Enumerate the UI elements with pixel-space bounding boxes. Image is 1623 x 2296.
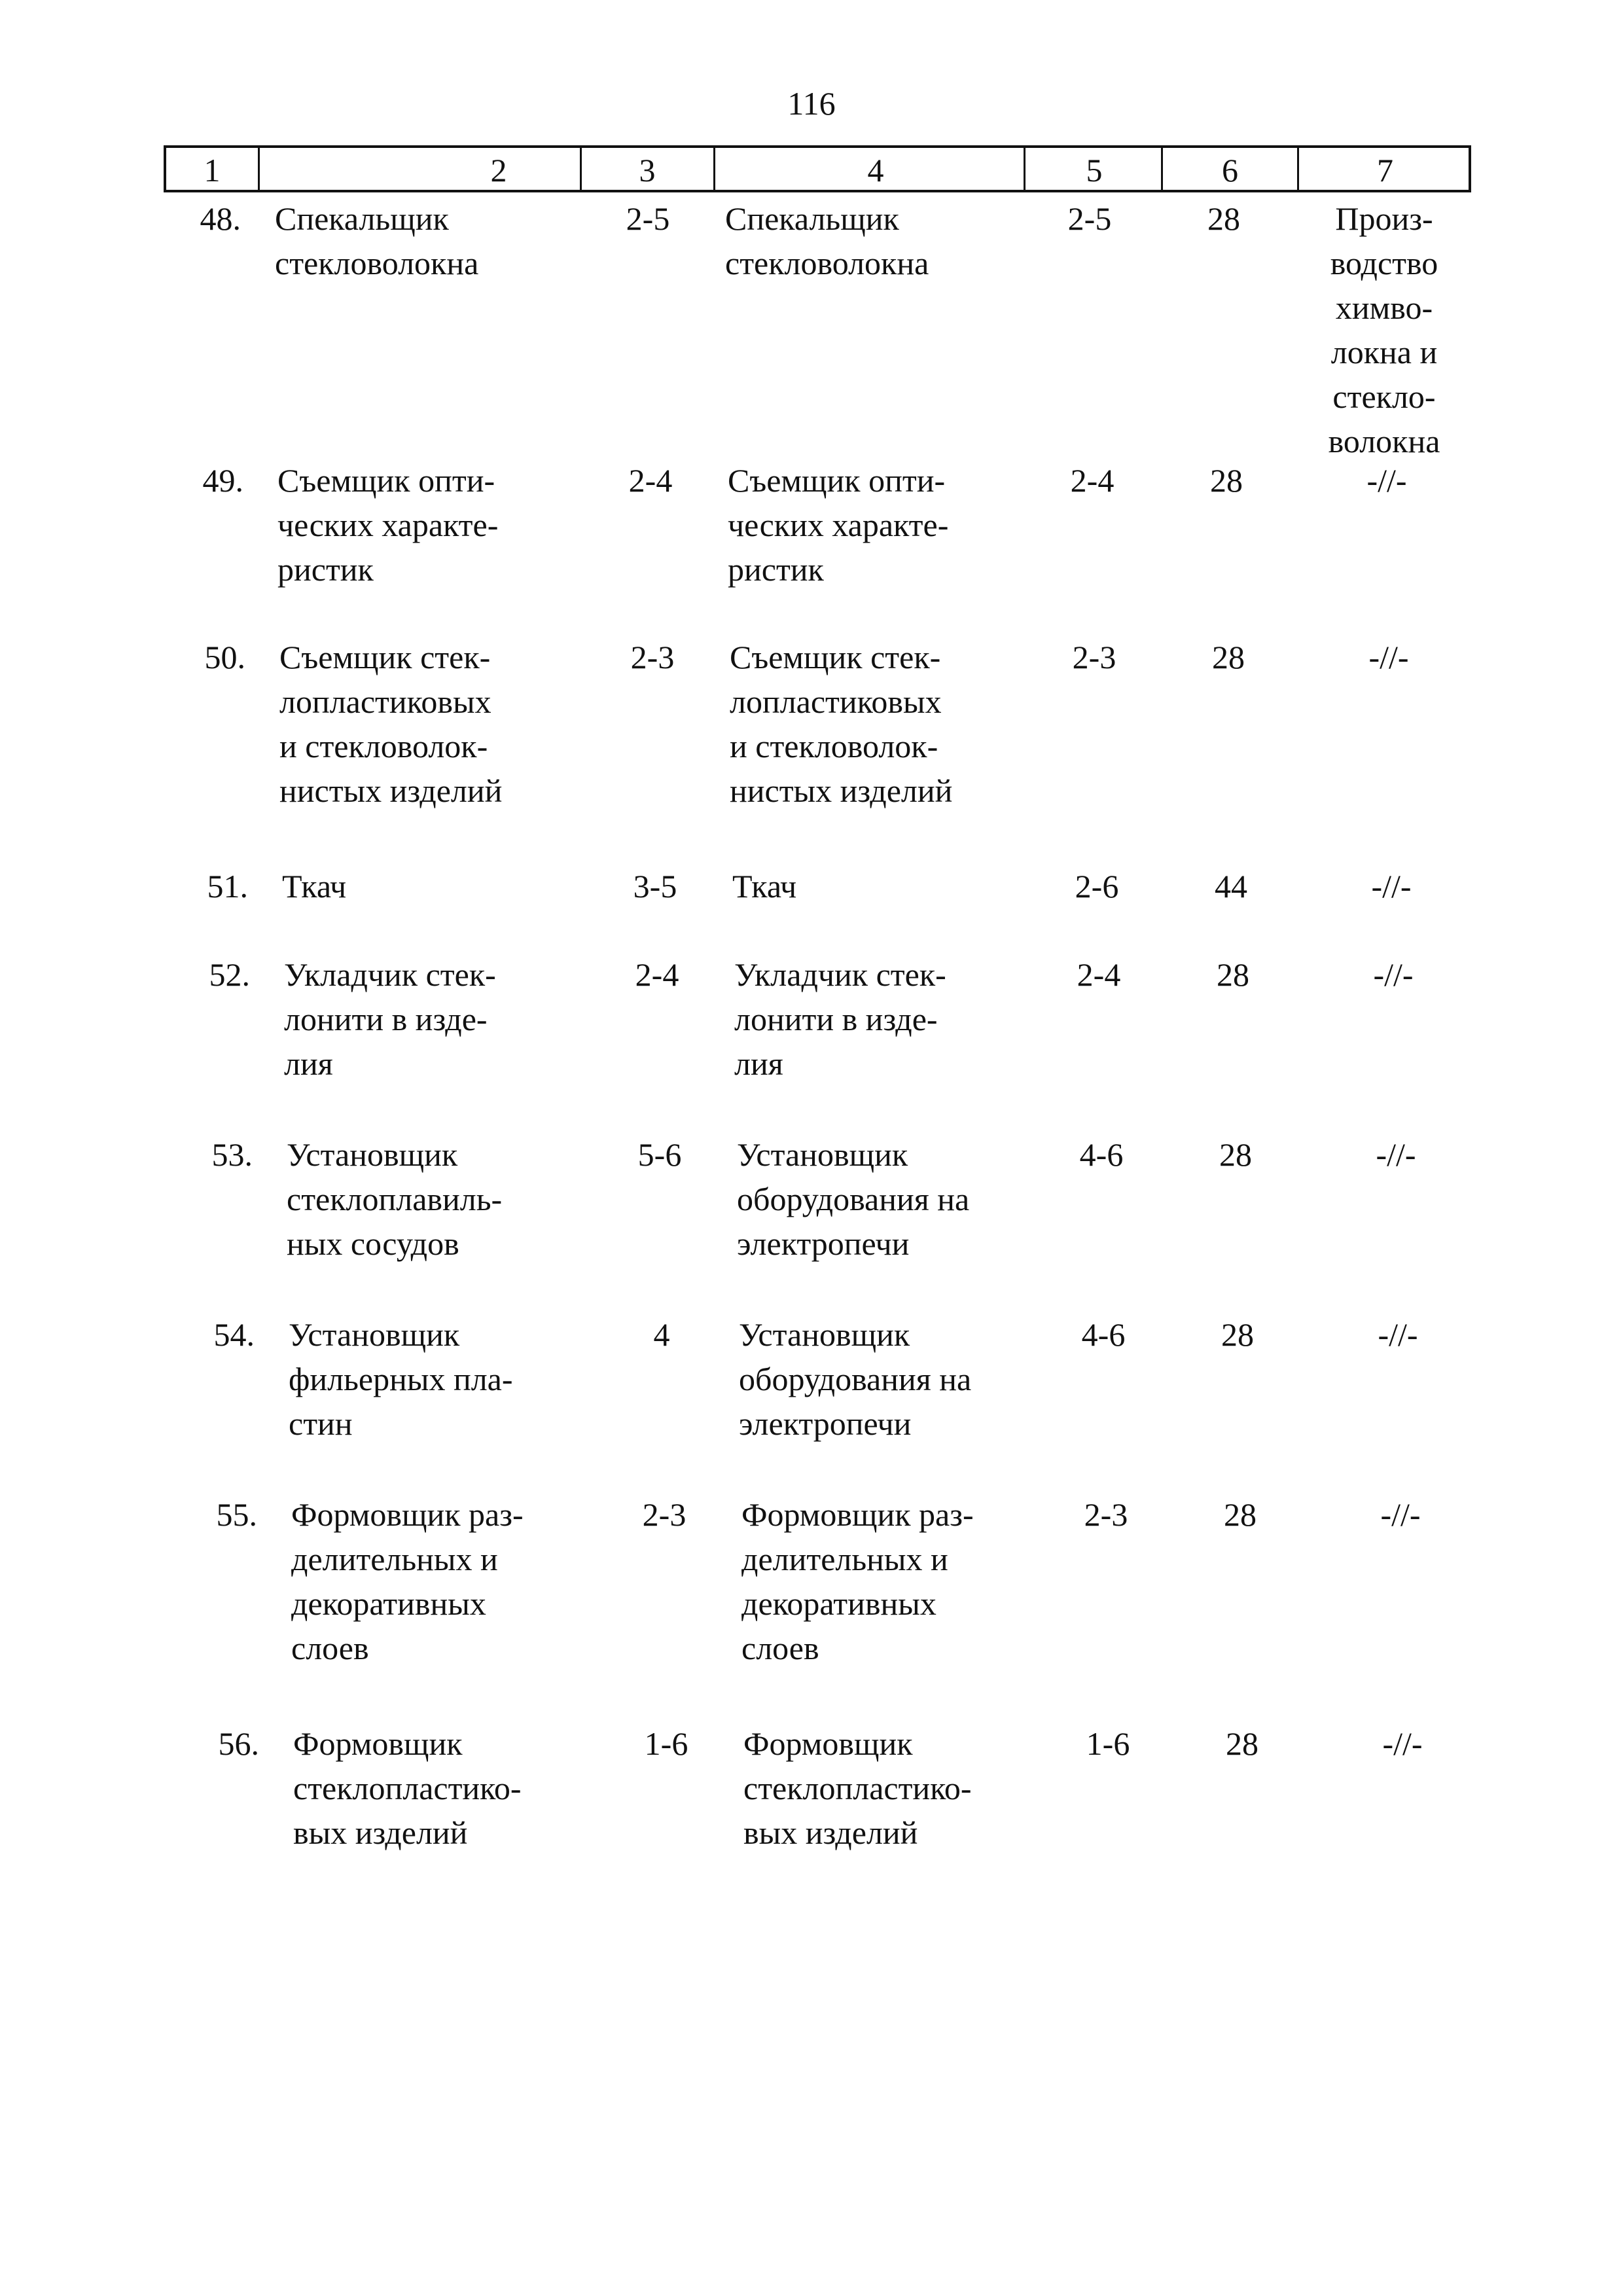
- cell-line: Формовщик: [743, 1725, 913, 1762]
- cell-line: ристик: [277, 551, 374, 588]
- cell-col2: [277, 458, 585, 592]
- cell-col6: 28: [1207, 200, 1240, 237]
- cell-col3: 2-4: [635, 956, 679, 993]
- cell-col4: [741, 1492, 1069, 1670]
- cell-line: электропечи: [739, 1405, 912, 1442]
- cell-col7: [1307, 635, 1471, 679]
- cell-line: стеклоплавиль-: [287, 1181, 503, 1217]
- cell-col2: [289, 1312, 596, 1446]
- cell-col3: 5-6: [637, 1136, 682, 1173]
- header-col-3: 3: [639, 152, 656, 188]
- cell-col4: [739, 1312, 1066, 1446]
- cell-line: локна и: [1330, 334, 1438, 370]
- cell-line: -//-: [1366, 462, 1407, 499]
- cell-line: Произ-: [1335, 200, 1433, 237]
- cell-col4: [728, 458, 1055, 592]
- header-col-1: 1: [204, 152, 221, 188]
- cell-col6: 28: [1217, 956, 1249, 993]
- cell-line: ческих характе-: [277, 507, 499, 543]
- cell-line: делительных и: [291, 1541, 498, 1577]
- cell-line: вых изделий: [743, 1814, 918, 1851]
- cell-no: 48.: [200, 200, 241, 237]
- cell-line: стекло-: [1332, 378, 1436, 415]
- cell-line: Установщик: [737, 1136, 908, 1173]
- cell-line: слоев: [741, 1630, 819, 1666]
- cell-col6: 28: [1221, 1316, 1254, 1353]
- cell-line: декоративных: [291, 1585, 486, 1622]
- cell-line: и стекловолок-: [279, 728, 488, 764]
- cell-line: Формовщик: [293, 1725, 463, 1762]
- cell-col5: 4-6: [1079, 1136, 1124, 1173]
- cell-line: ных сосудов: [287, 1225, 459, 1262]
- cell-col6: 44: [1215, 868, 1247, 905]
- cell-col6: 28: [1210, 462, 1243, 499]
- cell-col6: 28: [1219, 1136, 1252, 1173]
- cell-col5: 2-3: [1072, 639, 1116, 675]
- cell-line: химво-: [1335, 289, 1433, 326]
- cell-line: Съемщик опти-: [728, 462, 946, 499]
- cell-line: стин: [289, 1405, 353, 1442]
- cell-line: лопластиковых: [279, 683, 491, 720]
- cell-col3: 3-5: [633, 868, 677, 905]
- cell-no: 54.: [213, 1316, 255, 1353]
- cell-line: стеклопластико-: [293, 1770, 522, 1806]
- cell-line: Съемщик стек-: [730, 639, 941, 675]
- cell-col2: [293, 1721, 601, 1855]
- cell-no: 55.: [216, 1496, 257, 1533]
- cell-line: Укладчик стек-: [734, 956, 946, 993]
- cell-col5: 2-3: [1084, 1496, 1128, 1533]
- cell-line: стеклопластико-: [743, 1770, 972, 1806]
- cell-col7: [1321, 1721, 1484, 1766]
- header-col-2: 2: [490, 152, 507, 188]
- cell-line: делительных и: [741, 1541, 948, 1577]
- header-col-7: 7: [1377, 152, 1393, 188]
- cell-line: нистых изделий: [279, 772, 503, 809]
- cell-col7: [1314, 1132, 1478, 1177]
- cell-col5: 2-6: [1075, 868, 1119, 905]
- cell-col3: 1-6: [644, 1725, 688, 1762]
- cell-line: лопластиковых: [730, 683, 942, 720]
- cell-line: электропечи: [737, 1225, 910, 1262]
- cell-col4: [743, 1721, 1071, 1855]
- cell-line: фильерных пла-: [289, 1361, 513, 1397]
- cell-no: 49.: [202, 462, 243, 499]
- cell-line: Установщик: [739, 1316, 910, 1353]
- cell-line: Установщик: [289, 1316, 460, 1353]
- cell-col7: [1311, 952, 1475, 997]
- cell-line: Съемщик опти-: [277, 462, 495, 499]
- cell-col5: 2-5: [1067, 200, 1112, 237]
- cell-col3: 2-4: [628, 462, 673, 499]
- cell-line: -//-: [1371, 868, 1412, 905]
- cell-col6: 28: [1226, 1725, 1258, 1762]
- cell-line: Спекальщик: [275, 200, 449, 237]
- cell-line: Установщик: [287, 1136, 458, 1173]
- cell-line: Формовщик раз-: [291, 1496, 524, 1533]
- cell-no: 50.: [204, 639, 245, 675]
- cell-line: -//-: [1378, 1316, 1418, 1353]
- cell-col3: 2-3: [642, 1496, 687, 1533]
- cell-line: оборудования на: [739, 1361, 972, 1397]
- cell-line: лия: [734, 1045, 783, 1082]
- cell-line: слоев: [291, 1630, 369, 1666]
- cell-col2: [287, 1132, 594, 1266]
- cell-col5: 2-4: [1077, 956, 1121, 993]
- cell-col6: 28: [1224, 1496, 1257, 1533]
- cell-col4: [730, 635, 1057, 813]
- cell-col2: [282, 864, 590, 908]
- header-col-6: 6: [1222, 152, 1238, 188]
- cell-line: лонити в изде-: [284, 1001, 488, 1037]
- header-col-4: 4: [867, 152, 884, 188]
- header-col-5: 5: [1086, 152, 1103, 188]
- cell-line: -//-: [1368, 639, 1409, 675]
- cell-line: водство: [1330, 245, 1438, 281]
- cell-line: Ткач: [732, 868, 797, 905]
- cell-col4: [734, 952, 1061, 1086]
- cell-line: декоративных: [741, 1585, 936, 1622]
- cell-no: 53.: [211, 1136, 253, 1173]
- cell-line: лия: [284, 1045, 333, 1082]
- cell-line: -//-: [1376, 1136, 1416, 1173]
- cell-line: Съемщик стек-: [279, 639, 491, 675]
- cell-line: Укладчик стек-: [284, 956, 496, 993]
- cell-col3: 4: [653, 1316, 670, 1353]
- cell-col3: 2-5: [626, 200, 670, 237]
- cell-line: -//-: [1382, 1725, 1423, 1762]
- cell-line: лонити в изде-: [734, 1001, 938, 1037]
- page-number: 116: [787, 85, 836, 122]
- cell-line: -//-: [1373, 956, 1414, 993]
- cell-line: стекловолокна: [275, 245, 479, 281]
- cell-line: оборудования на: [737, 1181, 970, 1217]
- cell-col7: [1319, 1492, 1482, 1537]
- cell-col4: [725, 196, 1052, 285]
- cell-col2: [275, 196, 582, 285]
- cell-line: ристик: [728, 551, 824, 588]
- cell-line: волокна: [1328, 423, 1440, 459]
- cell-line: ческих характе-: [728, 507, 949, 543]
- cell-line: нистых изделий: [730, 772, 953, 809]
- cell-no: 52.: [209, 956, 250, 993]
- cell-col2: [291, 1492, 599, 1670]
- cell-col2: [279, 635, 587, 813]
- cell-col5: 1-6: [1086, 1725, 1130, 1762]
- cell-line: и стекловолок-: [730, 728, 938, 764]
- cell-no: 51.: [207, 868, 248, 905]
- cell-col2: [284, 952, 592, 1086]
- cell-line: Ткач: [282, 868, 347, 905]
- column-number-header: [164, 145, 1471, 192]
- cell-col7: [1302, 196, 1466, 463]
- cell-col6: 28: [1212, 639, 1245, 675]
- cell-col7: [1305, 458, 1469, 503]
- cell-col4: [732, 864, 1060, 908]
- cell-col4: [737, 1132, 1064, 1266]
- cell-col5: 4-6: [1081, 1316, 1126, 1353]
- cell-line: -//-: [1380, 1496, 1421, 1533]
- cell-line: стекловолокна: [725, 245, 929, 281]
- cell-no: 56.: [218, 1725, 259, 1762]
- cell-line: Спекальщик: [725, 200, 899, 237]
- cell-col5: 2-4: [1070, 462, 1115, 499]
- cell-col7: [1310, 864, 1473, 908]
- cell-line: вых изделий: [293, 1814, 468, 1851]
- cell-line: Формовщик раз-: [741, 1496, 974, 1533]
- cell-col7: [1316, 1312, 1480, 1357]
- cell-col3: 2-3: [630, 639, 675, 675]
